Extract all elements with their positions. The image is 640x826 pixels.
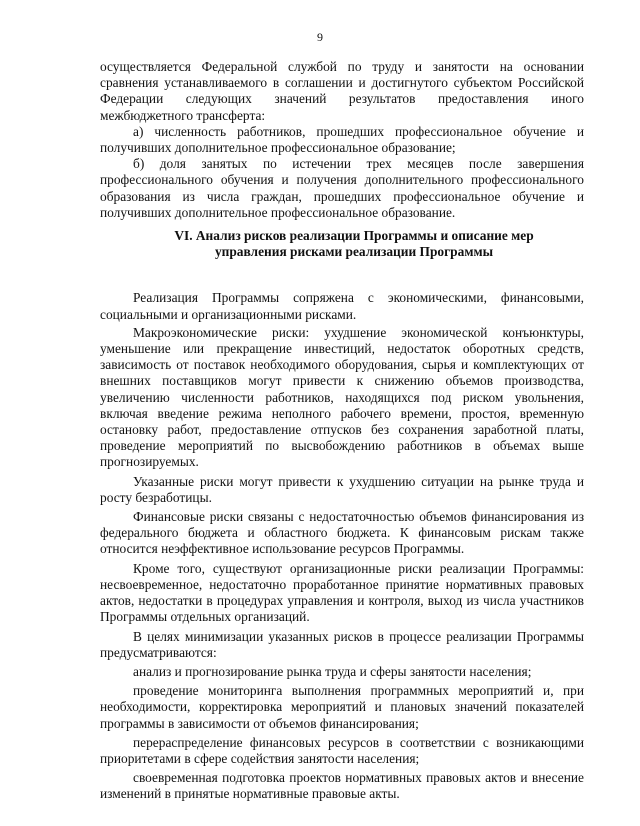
paragraph: Финансовые риски связаны с недостаточностью объемов финансирования из федерального бюджета и областного бюджета. К финансовым рискам также относится неэффективное использование ресурсов Программы. <box>100 509 584 557</box>
list-item: проведение мониторинга выполнения программных мероприятий и, при необходимости, корректировка мероприятий и плановых значений показателей программы в зависимости от объемов финансирования; <box>100 683 584 731</box>
list-item: своевременная подготовка проектов нормативных правовых актов и внесение изменений в принятые нормативные правовые акты. <box>100 770 584 802</box>
paragraph: Реализация Программы сопряжена с экономическими, финансовыми, социальными и организационными рисками. <box>100 290 584 322</box>
paragraph: Кроме того, существуют организационные риски реализации Программы: несвоевременное, недостаточно проработанное принятие нормативных правовых актов, недостатки в процедурах управления и контроля, выход из числа участников Программы отдельных организаций. <box>100 560 584 625</box>
paragraph: В целях минимизации указанных рисков в процессе реализации Программы предусматриваются: <box>100 628 584 660</box>
page-number: 9 <box>317 30 323 44</box>
paragraph: б) доля занятых по истечении трех месяцев после завершения профессионального обучения и получения дополнительного профессионального образования из числа граждан, прошедших профессиональное обучение и получивших дополнительное профессиональное образование. <box>100 156 584 220</box>
paragraph: Указанные риски могут привести к ухудшению ситуации на рынке труда и росту безработицы. <box>100 473 584 505</box>
list-item: анализ и прогнозирование рынка труда и сферы занятости населения; <box>133 663 532 679</box>
section-heading <box>100 228 584 260</box>
paragraph: а) численность работников, прошедших профессиональное обучение и получивших дополнительное профессиональное образование; <box>100 123 584 156</box>
paragraph: Макроэкономические риски: ухудшение экономической конъюнктуры, уменьшение или прекращение инвестиций, недостаток оборотных средств, зависимость от поставок необходимого оборудования, сырья и комплектующих от внешних поставщиков могут привести к снижению объемов производства, увеличению численности работников, находящихся под риском увольнения, включая введение режима неполного рабочего времени, простоя, временную остановку работ, предоставление отпусков без сохранения заработной платы, проведение мероприятий по высвобождению работников в объемах выше прогнозируемых. <box>100 324 584 470</box>
section-heading-line: VI. Анализ рисков реализации Программы и описание мер <box>174 228 534 244</box>
list-item: перераспределение финансовых ресурсов в соответствии с возникающими приоритетами в сфере содействия занятости населения; <box>100 734 584 766</box>
page-content <box>100 59 584 803</box>
spacer <box>100 260 584 290</box>
paragraph: осуществляется Федеральной службой по труду и занятости на основании сравнения устанавливаемого в соглашении и достигнутого субъектом Российской Федерации следующих значений результатов предоставления иного межбюджетного трансферта: <box>100 59 584 123</box>
section-heading-line: управления рисками реализации Программы <box>214 244 494 260</box>
